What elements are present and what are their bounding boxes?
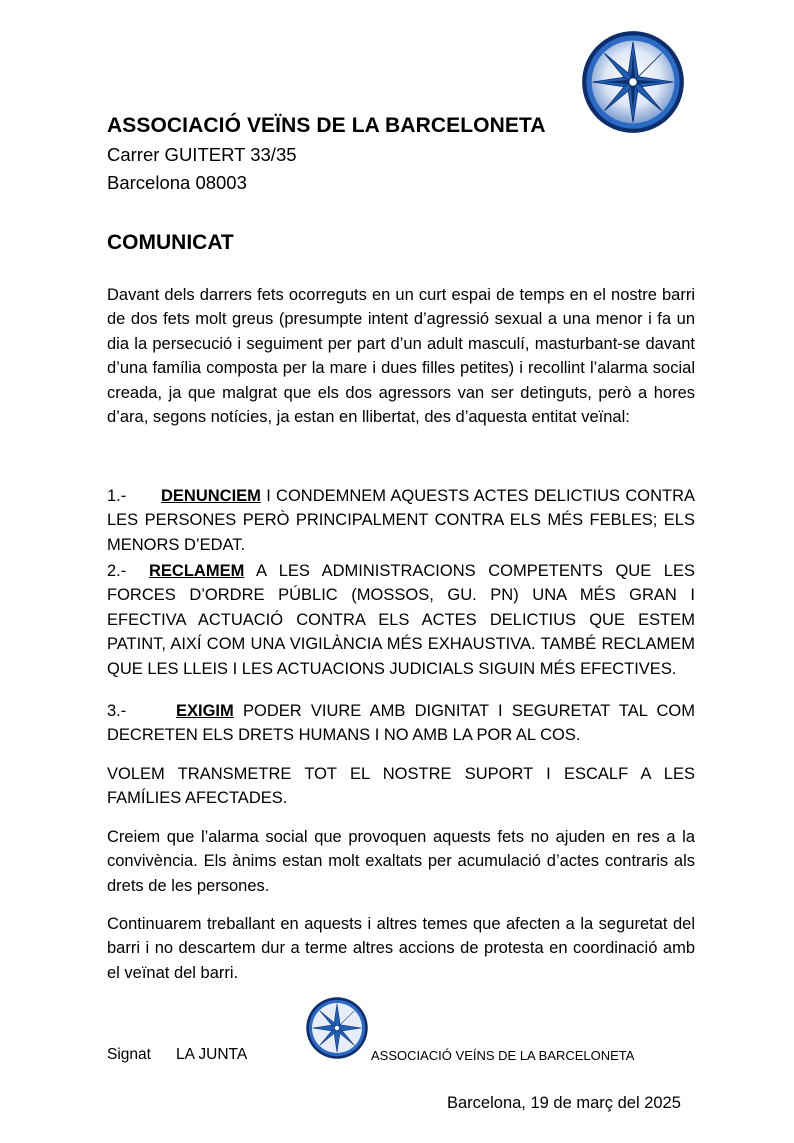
item-keyword: DENUNCIEM — [161, 487, 261, 505]
item-text: A LES ADMINISTRACIONS COMPETENTS QUE LES FORCES D’ORDRE PÚBLIC (MOSSOS, GU. PN) UNA MÉS GRAN I EFECTIVA ACTUACIÓ CONTRA ELS ACTES DELICTIUS QUE ESTEM PATINT, AIXÍ COM UNA VIGILÀNCIA MÉS EXHAUSTIVA. TAMBÉ RECLAMEM QUE LES LLEIS I LES ACTUACIONS JUDICIALS SIGUIN MÉS EFECTIVES. — [107, 562, 695, 678]
item-text: I CONDEMNEM AQUESTS ACTES DELICTIUS CONTRA LES PERSONES PERÒ PRINCIPALMENT CONTRA ELS MÉS FEBLES; ELS MENORS D’EDAT. — [107, 487, 695, 554]
signature-org-name: ASSOCIACIÓ VEÍNS DE LA BARCELONETA — [371, 1048, 635, 1063]
compass-rose-icon — [580, 29, 686, 135]
item-text: PODER VIURE AMB DIGNITAT I SEGURETAT TAL COM DECRETEN ELS DRETS HUMANS I NO AMB LA POR AL COS. — [107, 702, 695, 745]
signed-label: Signat — [107, 1046, 151, 1063]
address-street: Carrer GUITERT 33/35 — [107, 144, 297, 165]
compass-rose-icon — [305, 996, 369, 1060]
page-title: COMUNICAT — [107, 231, 234, 254]
support-paragraph: VOLEM TRANSMETRE TOT EL NOSTRE SUPORT I ESCALF A LES FAMÍLIES AFECTADES. — [107, 765, 695, 808]
item-number: 3.- — [107, 702, 127, 720]
document-date: Barcelona, 19 de març del 2025 — [447, 1094, 681, 1112]
item-number: 2.- — [107, 562, 127, 580]
board-name: LA JUNTA — [176, 1046, 248, 1063]
list-item — [107, 484, 695, 557]
continue-paragraph: Continuarem treballant en aquests i altres temes que afecten a la seguretat del barri i no descartem dur a terme altres accions de protesta en coordinació amb el veïnat del barri. — [107, 915, 695, 982]
list-item — [107, 699, 695, 748]
organization-name: ASSOCIACIÓ VEÏNS DE LA BARCELONETA — [107, 114, 546, 137]
intro-paragraph: Davant dels darrers fets ocorreguts en un curt espai de temps en el nostre barri de dos fets molt greus (presumpte intent d’agressió sexual a una menor i fa un dia la persecució i seguiment per part d’un adult masculí, masturbant-se davant d’una família composta per la mare i dues filles petites) i recollint l’alarma social creada, ja que malgrat que els dos agressors van ser detinguts, però a hores d’ara, segons notícies, ja estan en llibertat, des d’aquesta entitat veïnal: — [107, 286, 695, 427]
alarm-paragraph: Creiem que l’alarma social que provoquen aquests fets no ajuden en res a la convivència. Els ànims estan molt exaltats per acumulació d’actes contraris als drets de les persones. — [107, 828, 695, 895]
item-keyword: EXIGIM — [176, 702, 234, 720]
item-keyword: RECLAMEM — [149, 562, 245, 580]
item-number: 1.- — [107, 487, 127, 505]
address-city: Barcelona 08003 — [107, 172, 247, 193]
list-item — [107, 559, 695, 681]
